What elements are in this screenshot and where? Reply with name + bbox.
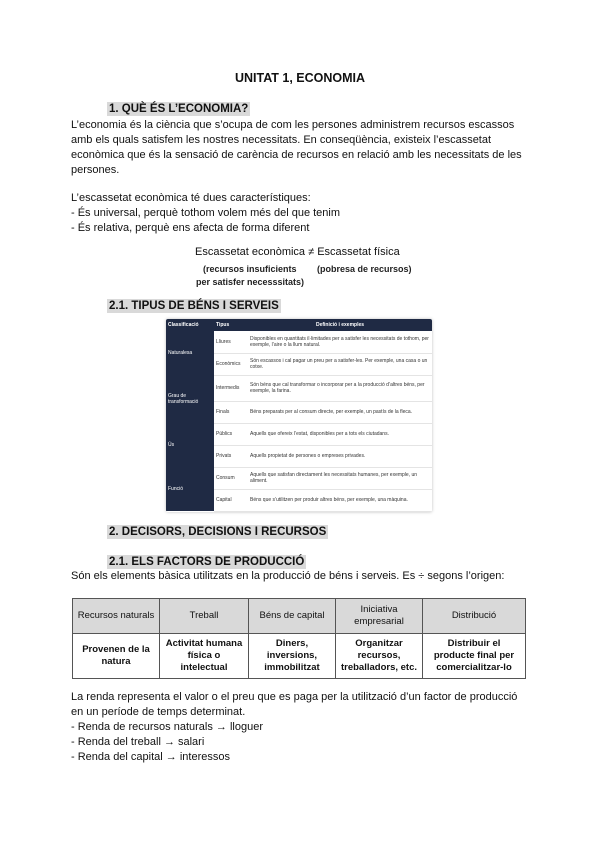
goods-type: Econòmics <box>214 353 248 375</box>
factor-value: Organitzar recursos, treballadors, etc. <box>336 634 423 679</box>
scarcity-note-right: (pobresa de recursos) <box>317 264 412 274</box>
goods-definition: Són béns que cal transformar o incorporar per a la producció d’altres béns, per exemple, la farina. <box>248 375 432 401</box>
scarcity-formula: Escassetat econòmica ≠ Escassetat física <box>195 246 400 258</box>
paragraph-line: La renda representa el valor o el preu que es paga per la utilització d’un factor de producció <box>71 691 518 703</box>
factors-intro: Són els elements bàsica utilitzats en la producció de béns i serveis. Es ÷ segons l’origen: <box>71 570 505 582</box>
paragraph-line: persones. <box>71 164 120 176</box>
goods-type: Finals <box>214 401 248 423</box>
factor-header: Recursos naturals <box>73 599 160 634</box>
section-2-1-goods-heading: 2.1. TIPUS DE BÉNS I SERVEIS <box>109 300 279 312</box>
goods-type: Públics <box>214 423 248 445</box>
section-2-heading: 2. DECISORS, DECISIONS I RECURSOS <box>109 526 327 538</box>
goods-definition: Aquells que satisfan directament les necessitats humanes, per exemple, un aliment. <box>248 467 432 489</box>
factor-value: Diners, inversions, immobilitzat <box>249 634 336 679</box>
page-title: UNITAT 1, ECONOMIA <box>234 71 366 85</box>
goods-definition: Béns preparats per al consum directe, per exemple, un pastís de la fleca. <box>248 401 432 423</box>
income-item: - Renda del treball → salari <box>71 736 205 748</box>
goods-definition: Aquells propietat de persones o empreses privades. <box>248 445 432 467</box>
goods-type: Lliures <box>214 331 248 353</box>
section-1-paragraph <box>71 118 529 178</box>
goods-class: Funció <box>166 467 214 511</box>
goods-class: Naturalesa <box>166 331 214 375</box>
factor-value: Provenen de la natura <box>73 634 160 679</box>
goods-type: Privats <box>214 445 248 467</box>
goods-table-header: Tipus <box>214 319 248 331</box>
goods-table-header: Classificació <box>166 319 214 331</box>
goods-definition: Aquells que ofereix l’estat, disponibles per a tots els ciutadans. <box>248 423 432 445</box>
scarcity-item: - És relativa, perquè ens afecta de forma diferent <box>71 222 310 234</box>
factor-value: Activitat humana física o intelectual <box>160 634 249 679</box>
income-item: - Renda de recursos naturals → lloguer <box>71 721 263 733</box>
goods-definition: Béns que s’utilitzen per produir altres béns, per exemple, una màquina. <box>248 489 432 511</box>
income-item: - Renda del capital → interessos <box>71 751 230 763</box>
goods-classification-table <box>166 319 432 512</box>
factor-header: Béns de capital <box>249 599 336 634</box>
section-2-1-factors-heading: 2.1. ELS FACTORS DE PRODUCCIÓ <box>109 556 305 568</box>
scarcity-note-left-2: per satisfer necesssitats) <box>196 277 305 287</box>
factor-header: Iniciativa empresarial <box>336 599 423 634</box>
goods-type: Consum <box>214 467 248 489</box>
factor-value: Distribuir el producte final per comercialitzar-lo <box>423 634 526 679</box>
paragraph-line: L’economia és la ciència que s’ocupa de com les persones administrem recursos escassos <box>71 119 515 131</box>
scarcity-note-left: (recursos insuficients <box>203 264 297 274</box>
section-1-heading: 1. QUÈ ÉS L’ECONOMIA? <box>109 103 249 115</box>
paragraph-line: en un període de temps determinat. <box>71 706 246 718</box>
paragraph-line: econòmica que és la sensació de carència de recursos en relació amb les necessitats de les <box>71 149 522 161</box>
goods-definition: Disponibles en quantitats il·limitades per a satisfer les necessitats de tothom, per exemple, l’aire o la llum natural. <box>248 331 432 353</box>
production-factors-table <box>72 598 526 679</box>
scarcity-item: - És universal, perquè tothom volem més del que tenim <box>71 207 341 219</box>
scarcity-intro: L’escassetat econòmica té dues característiques: <box>71 192 311 204</box>
factor-header: Treball <box>160 599 249 634</box>
factor-header: Distribució <box>423 599 526 634</box>
paragraph-line: amb els quals satisfem les nostres necessitats. En conseqüència, existeix l’escassetat <box>71 134 492 146</box>
goods-type: Capital <box>214 489 248 511</box>
income-paragraph <box>71 690 529 720</box>
goods-type: Intermedis <box>214 375 248 401</box>
goods-class: Ús <box>166 423 214 467</box>
goods-table-header: Definició i exemples <box>248 319 432 331</box>
goods-class: Grau de transformació <box>166 375 214 423</box>
goods-definition: Són escassos i cal pagar un preu per a satisfer-les. Per exemple, una casa o un cotxe. <box>248 353 432 375</box>
